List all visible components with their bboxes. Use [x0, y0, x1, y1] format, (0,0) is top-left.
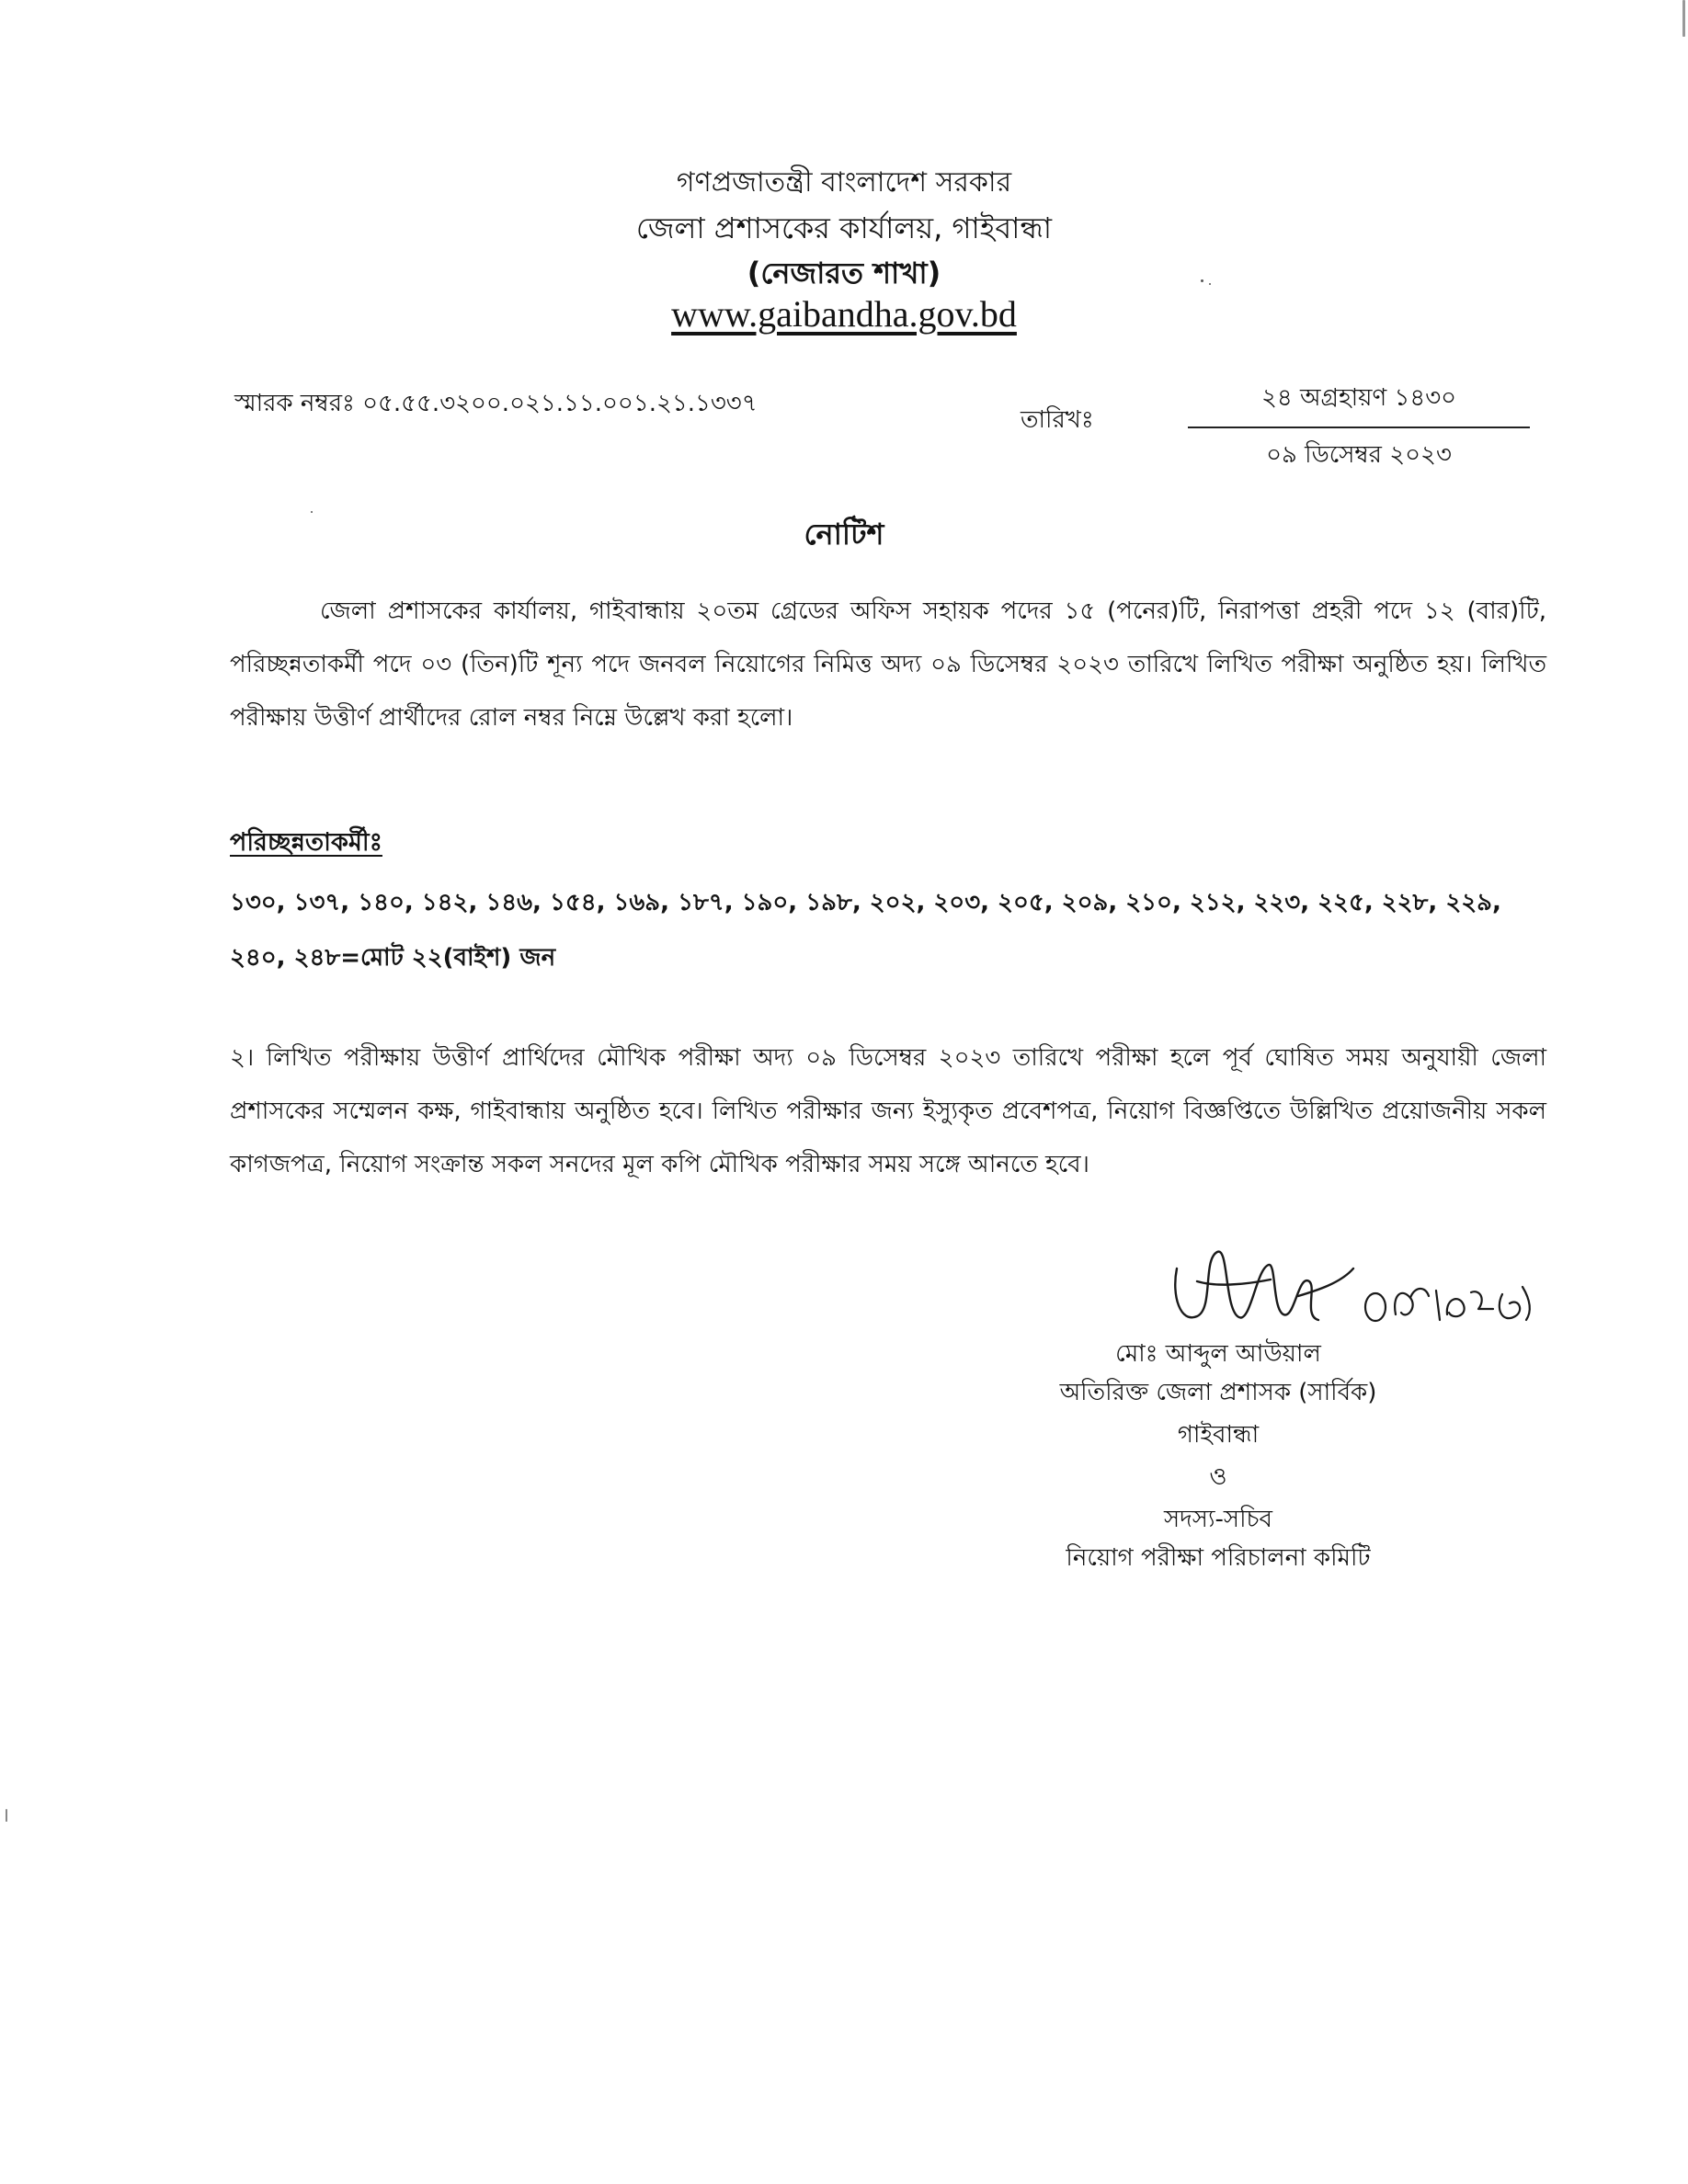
notice-paragraph-1: জেলা প্রশাসকের কার্যালয়, গাইবান্ধায় ২০তম গ্রেডের অফিস সহায়ক পদের ১৫ (পনের)টি, নিরাপত্তা প্রহরী পদে ১২ (বার)টি, পরিচ্ছন্নতাকর্মী পদে ০৩ (তিন)টি শূন্য পদে জনবল নিয়োগের নিমিত্ত অদ্য ০৯ ডিসেম্বর ২০২৩ তারিখে লিখিত পরীক্ষা অনুষ্ঠিত হয়। লিখিত পরীক্ষায় উত্তীর্ণ প্রার্থীদের রোল নম্বর নিম্নে উল্লেখ করা হলো।: [230, 597, 1546, 732]
signatory-place: গাইবান্ধা: [1177, 1421, 1260, 1449]
signatory-conjunction: ও: [1209, 1463, 1227, 1491]
scan-speck: [1209, 283, 1211, 285]
date-gregorian: ০৯ ডিসেম্বর ২০২৩: [1266, 441, 1452, 469]
signatory-committee: নিয়োগ পরীক্ষা পরিচালনা কমিটি: [1066, 1544, 1371, 1572]
website-link[interactable]: www.gaibandha.gov.bd: [671, 293, 1017, 335]
signatory-role: সদস্য-সচিব: [1163, 1506, 1273, 1533]
scan-speck: [311, 511, 313, 513]
office-heading: জেলা প্রশাসকের কার্যালয়, গাইবান্ধা: [635, 210, 1053, 245]
signatory-name: মোঃ আব্দুল আউয়াল: [1115, 1340, 1321, 1368]
roll-number-list: ১৩০, ১৩৭, ১৪০, ১৪২, ১৪৬, ১৫৪, ১৬৯, ১৮৭, ১৯০, ১৯৮, ২০২, ২০৩, ২০৫, ২০৯, ২১০, ২১২, ২২৩, ২২৫, ২২৮, ২২৯, ২৪০, ২৪৮=মোট ২২(বাইশ) জন: [230, 889, 1501, 972]
memo-value: ০৫.৫৫.৩২০০.০২১.১১.০০১.২১.১৩৩৭: [362, 390, 758, 417]
section-heading-cleaner: পরিচ্ছন্নতাকর্মীঃ: [230, 828, 382, 857]
scan-speck: [6, 1809, 7, 1822]
notice-paragraph-2: ২। লিখিত পরীক্ষায় উত্তীর্ণ প্রার্থিদের মৌখিক পরীক্ষা অদ্য ০৯ ডিসেম্বর ২০২৩ তারিখে পরীক্ষা হলে পূর্ব ঘোষিত সময় অনুযায়ী জেলা প্রশাসকের সম্মেলন কক্ষ, গাইবান্ধায় অনুষ্ঠিত হবে। লিখিত পরীক্ষার জন্য ইস্যুকৃত প্রবেশপত্র, নিয়োগ বিজ্ঞপ্তিতে উল্লিখিত প্রয়োজনীয় সকল কাগজপত্র, নিয়োগ সংক্রান্ত সকল সনদের মূল কপি মৌখিক পরীক্ষার সময় সঙ্গে আনতে হবে।: [230, 1044, 1546, 1178]
date-label: তারিখঃ: [1021, 406, 1094, 434]
scan-speck: [1201, 279, 1203, 282]
date-box: [1188, 379, 1530, 476]
date-bengali: ২৪ অগ্রহায়ণ ১৪৩০: [1188, 379, 1530, 428]
memo-number: [234, 384, 758, 425]
handwritten-signature: [1160, 1232, 1565, 1342]
signatory-designation: অতিরিক্ত জেলা প্রশাসক (সার্বিক): [1059, 1379, 1377, 1406]
memo-label: স্মারক নম্বরঃ: [234, 390, 355, 417]
notice-title: নোটিশ: [804, 517, 884, 552]
branch-heading: (নেজারত শাখা): [747, 256, 941, 290]
scan-speck: [1682, 0, 1685, 37]
government-heading: গণপ্রজাতন্ত্রী বাংলাদেশ সরকার: [676, 166, 1012, 199]
